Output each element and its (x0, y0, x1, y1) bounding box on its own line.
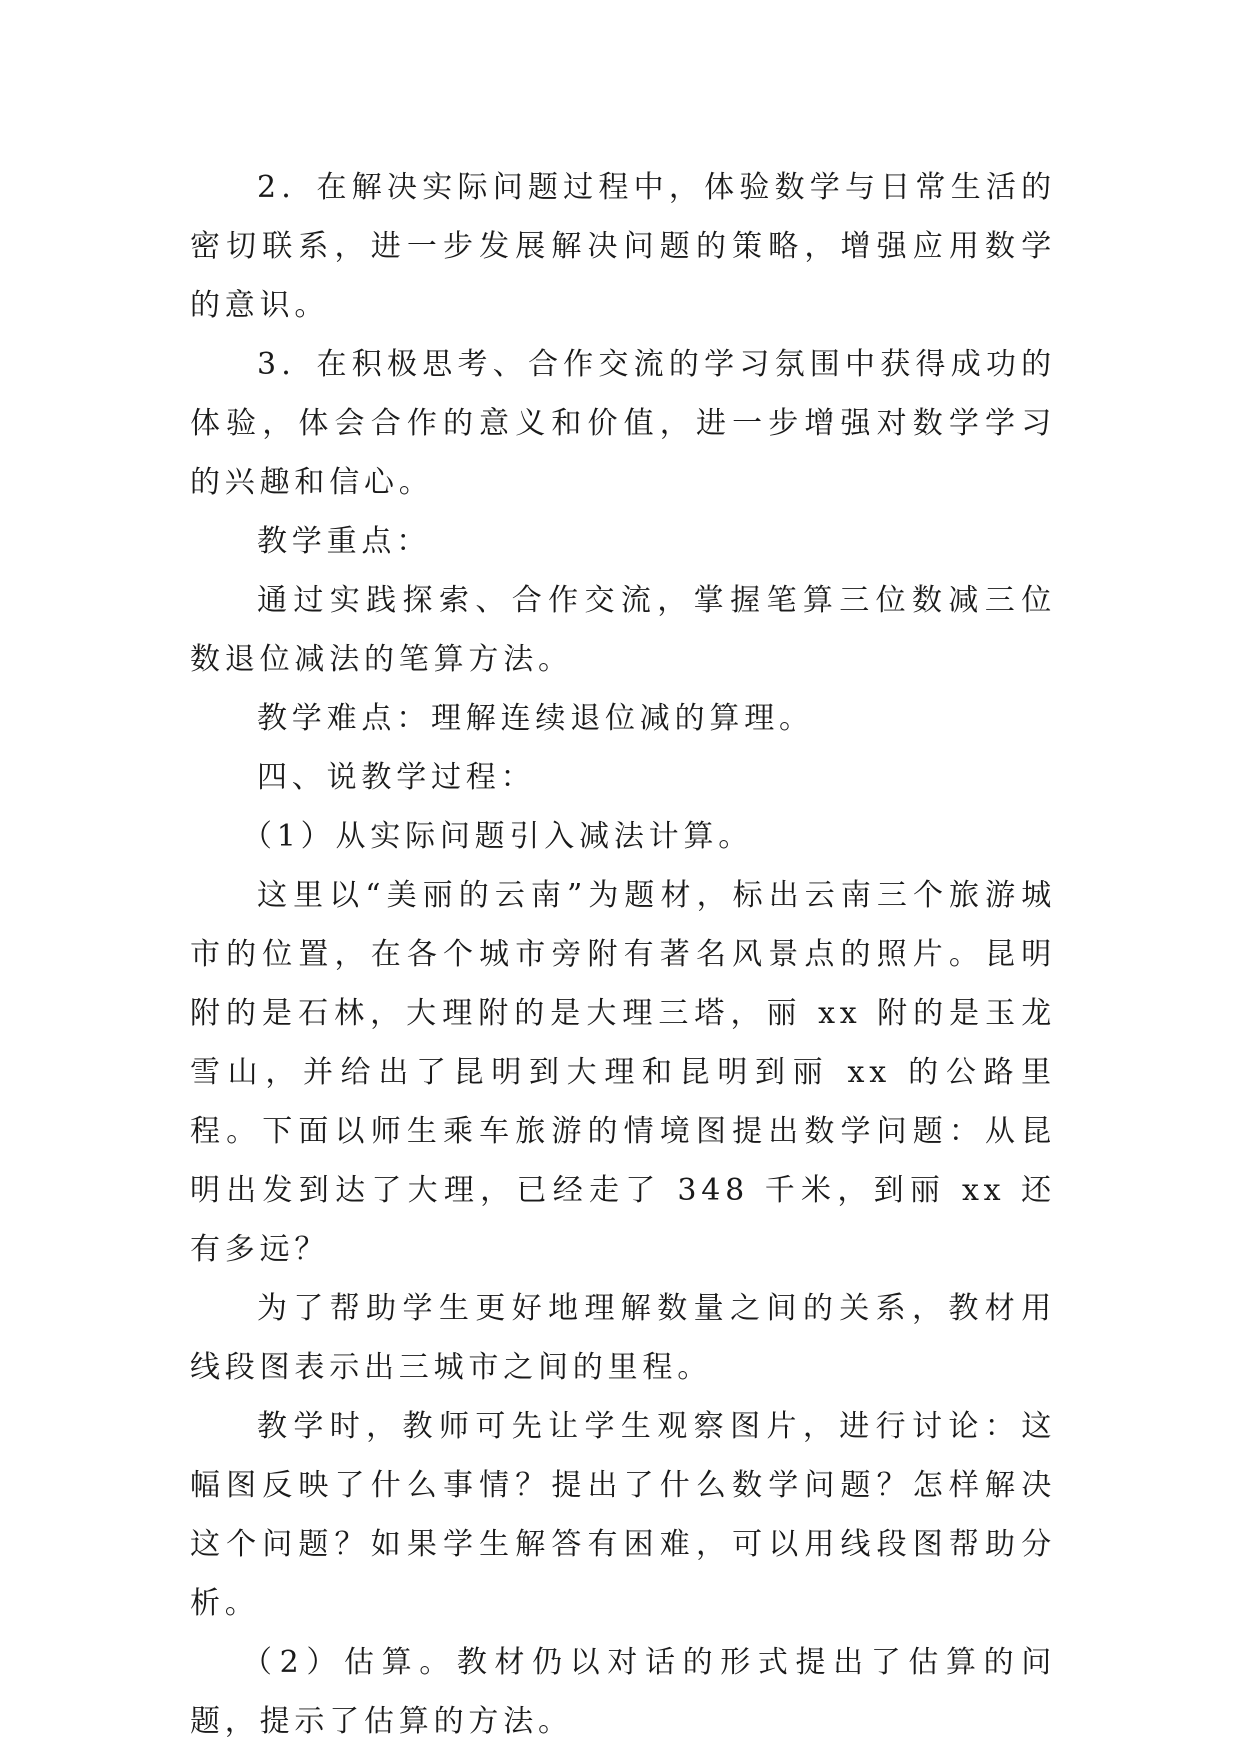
objective-2-paragraph: 2．在解决实际问题过程中，体验数学与日常生活的密切联系，进一步发展解决问题的策略，增强应用数学的意识。 (190, 170, 1056, 323)
difficulty-paragraph: 教学难点：理解连续退位减的算理。 (257, 701, 814, 736)
section-heading-process: 四、说教学过程： (257, 760, 536, 795)
objective-3-paragraph: 3．在积极思考、合作交流的学习氛围中获得成功的体验，体会合作的意义和价值，进一步增强对数学学习的兴趣和信心。 (190, 347, 1056, 500)
document-body (190, 158, 1056, 1751)
yunnan-context-paragraph: 这里以“美丽的云南”为题材，标出云南三个旅游城市的位置，在各个城市旁附有著名风景点的照片。昆明附的是石林，大理附的是大理三塔，丽 xx 附的是玉龙雪山，并给出了昆明到大理和昆明到丽 xx 的公路里程。下面以师生乘车旅游的情境图提出数学问题：从昆明出发到达了大理，已经走了 348 千米，到丽 xx 还有多远？ (190, 878, 1056, 1267)
teaching-method-paragraph: 教学时，教师可先让学生观察图片，进行讨论：这幅图反映了什么事情？提出了什么数学问题？怎样解决这个问题？如果学生解答有困难，可以用线段图帮助分析。 (190, 1409, 1056, 1621)
step-2-paragraph: （2）估算。教材仍以对话的形式提出了估算的问题，提示了估算的方法。 (190, 1645, 1056, 1739)
step-1-heading: （1）从实际问题引入减法计算。 (242, 819, 754, 854)
key-point-heading: 教学重点： (257, 524, 431, 559)
key-point-paragraph: 通过实践探索、合作交流，掌握笔算三位数减三位数退位减法的笔算方法。 (190, 583, 1056, 677)
line-diagram-paragraph: 为了帮助学生更好地理解数量之间的关系，教材用线段图表示出三城市之间的里程。 (190, 1291, 1056, 1385)
